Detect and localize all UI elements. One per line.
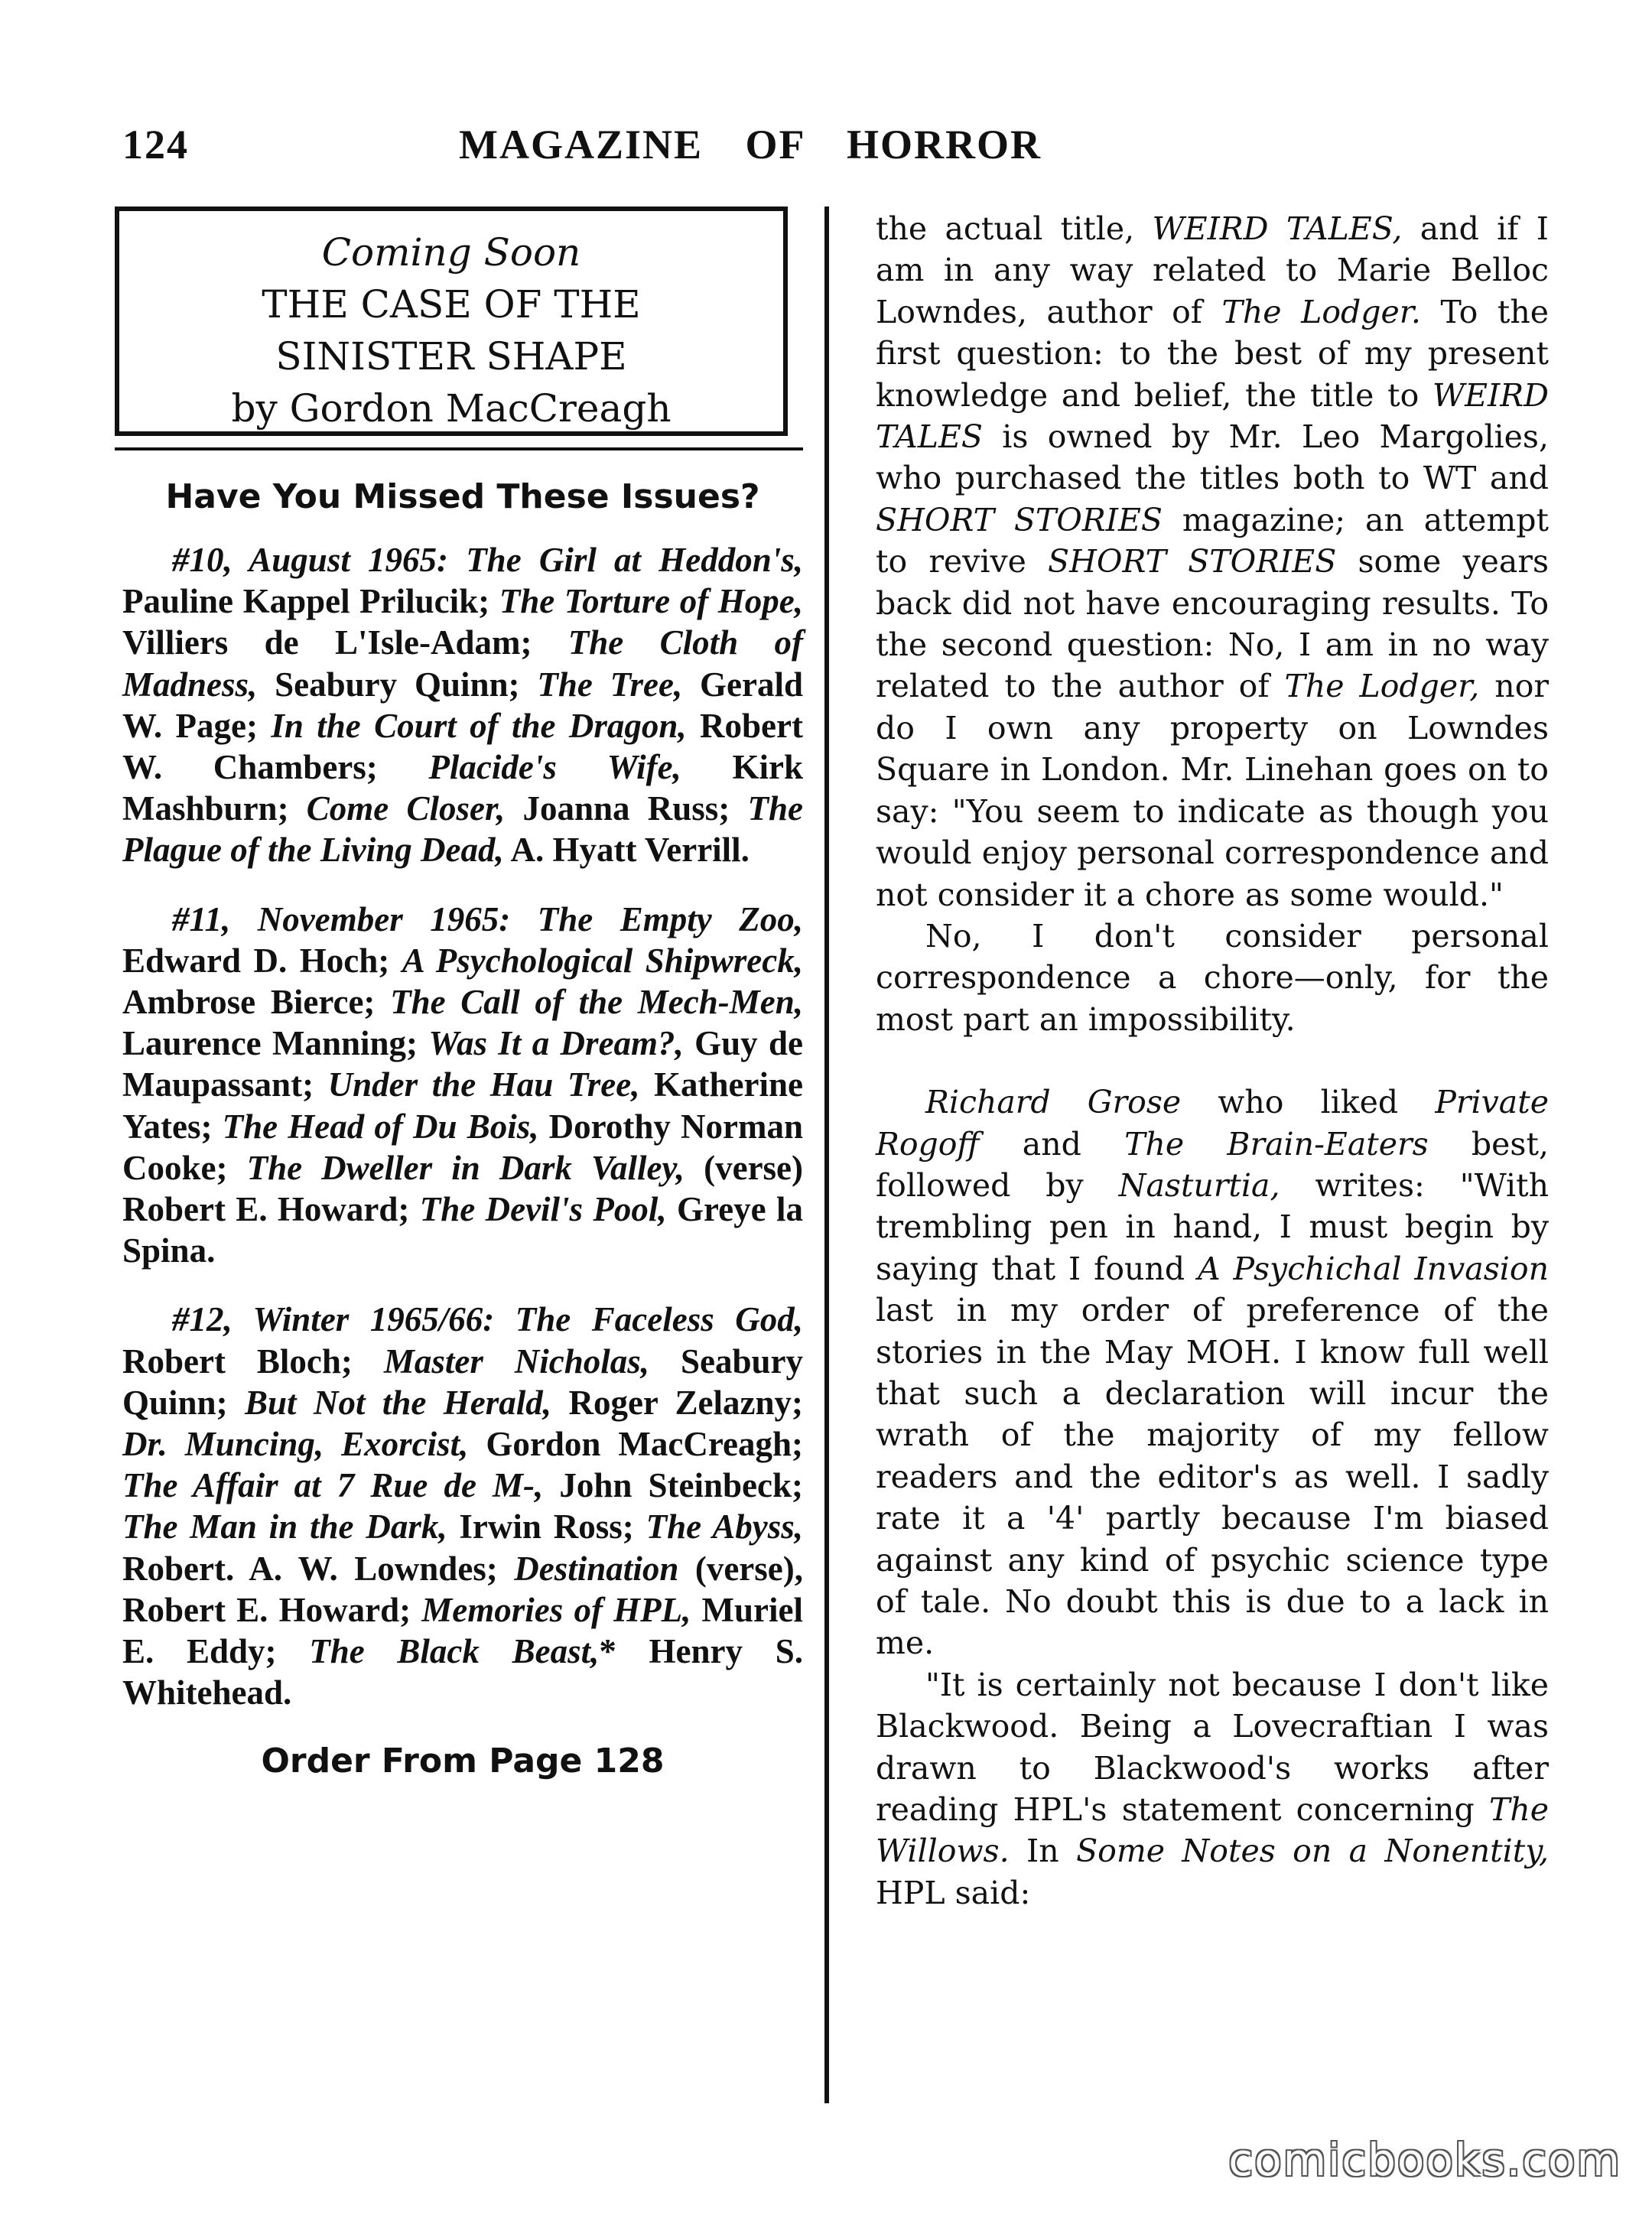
issues-heading: Have You Missed These Issues? <box>165 477 760 516</box>
letter-text: who liked <box>1181 1084 1436 1121</box>
letter-text: Nasturtia, <box>1118 1166 1280 1204</box>
issue-entry <box>122 899 803 1272</box>
issue-entry-text: The Cloth of Madness, <box>122 623 803 704</box>
letter-text: the actual title, <box>876 210 1153 247</box>
issue-entry-text: Robert W. Chambers; <box>122 706 803 787</box>
letter-text: and if I am in any way related to Marie Belloc Lowndes, author of <box>876 210 1549 330</box>
issue-entry-text: * Henry S. Whitehead. <box>122 1632 803 1712</box>
issue-entry-text: Muriel E. Eddy; <box>122 1590 803 1671</box>
issue-entry-text: In the Court of the Dragon, <box>271 706 687 745</box>
issue-entry-text: #11, November 1965: The Empty Zoo, <box>172 899 803 938</box>
letter-paragraph <box>876 1081 1549 1664</box>
issue-entry-text: Seabury Quinn; <box>122 1342 804 1422</box>
issue-entry-text: Irwin Ross; <box>447 1507 646 1546</box>
issue-entry-text: (verse), Robert E. Howard; <box>122 1549 803 1629</box>
letter-text: HPL said: <box>876 1874 1031 1911</box>
issue-entry-text: #10, August 1965: The Girl at Heddon's, <box>172 541 803 579</box>
letter-text: WEIRD TALES, <box>1152 210 1403 247</box>
issue-entry-text: The Dweller in Dark Valley, <box>246 1148 685 1187</box>
letter-text: To the first question: to the best of my present knowledge and belief, the title to <box>876 293 1550 414</box>
issue-entry-text: Laurence Manning; <box>122 1024 429 1063</box>
order-from-page-line: Order From Page 128 <box>261 1742 665 1781</box>
letter-text: Private Rogoff <box>876 1084 1549 1163</box>
promo-line-2: THE CASE OF THE <box>262 282 641 327</box>
issue-entry-text: Robert. A. W. Lowndes; <box>122 1549 515 1588</box>
issue-entry-text: Villiers de L'Isle-Adam; <box>122 623 568 662</box>
issue-entry-text: The Black Beast, <box>309 1632 600 1671</box>
issue-list <box>122 539 803 1713</box>
issue-entry-text: The Torture of Hope, <box>499 582 803 621</box>
issue-entry-text: The Devil's Pool, <box>419 1190 667 1229</box>
issue-entry-text: Placide's Wife, <box>428 748 681 787</box>
issue-entry-text: Guy de Maupassant; <box>122 1024 803 1104</box>
letter-text: The Lodger, <box>1284 668 1480 705</box>
letter-paragraph <box>876 208 1549 915</box>
issue-entry-text: Was It a Dream?, <box>428 1024 684 1063</box>
issue-entry-text: The Tree, <box>537 665 683 704</box>
issue-entry-text: Edward D. Hoch; <box>122 941 402 980</box>
watermark: comicbooks.com <box>1228 2134 1621 2186</box>
column-divider-rule <box>824 207 829 2103</box>
issue-entry-text: Greye la Spina. <box>122 1190 803 1270</box>
letter-text: Some Notes on a Nonentity, <box>1076 1833 1549 1870</box>
issue-entry-text: The Plague of the Living Dead, <box>122 789 803 870</box>
issue-entry-text: (verse) Robert E. Howard; <box>122 1148 804 1229</box>
running-header <box>0 113 1652 197</box>
issue-entry-text: Come Closer, <box>306 789 506 828</box>
letter-paragraph <box>876 915 1549 1040</box>
issue-entry-text: But Not the Herald, <box>245 1383 552 1422</box>
issue-entry-text: Kirk Mashburn; <box>122 748 803 828</box>
issue-entry-text: Gordon MacCreagh; <box>468 1425 803 1464</box>
issue-entry-text: Memories of HPL, <box>421 1590 691 1629</box>
letter-text: The Lodger. <box>1221 293 1421 330</box>
issue-entry <box>122 1299 803 1713</box>
issue-entry-text: Roger Zelazny; <box>551 1383 803 1422</box>
issue-entry-text: Ambrose Bierce; <box>122 983 391 1022</box>
letter-text: magazine; an attempt to revive <box>876 501 1549 581</box>
issue-entry-text: Joanna Russ; <box>505 789 748 828</box>
letter-text: best, followed by <box>876 1125 1549 1204</box>
issue-entry-text: A. Hyatt Verrill. <box>503 831 750 870</box>
issue-entry <box>122 539 803 871</box>
issue-entry-text: Seabury Quinn; <box>257 665 538 704</box>
issue-entry-text: The Head of Du Bois, <box>222 1107 539 1146</box>
letter-text: and <box>979 1125 1125 1163</box>
letter-text: No, I don't consider personal correspondence a chore—only, for the most part an impossibility. <box>876 917 1549 1038</box>
letter-text: The Willows. <box>876 1791 1549 1870</box>
letter-text: "It is certainly not because I don't like Blackwood. Being a Lovecraftian I was drawn to Blackwood's works after reading HPL's statement concerning <box>876 1666 1549 1829</box>
letter-text: In <box>1009 1833 1077 1870</box>
issue-entry-text: Katherine Yates; <box>122 1065 803 1146</box>
issue-entry-text: Under the Hau Tree, <box>327 1065 640 1104</box>
page-number: 124 <box>122 122 189 167</box>
letter-paragraph <box>876 1664 1549 1914</box>
issue-entry-text: The Abyss, <box>646 1507 803 1546</box>
issue-entry-text: John Steinbeck; <box>543 1466 803 1505</box>
box-underline-rule <box>115 447 803 450</box>
letters-column <box>876 208 1549 1914</box>
issue-entry-text: The Call of the Mech-Men, <box>390 983 803 1022</box>
promo-line-3: SINISTER SHAPE <box>275 334 627 379</box>
letter-text: SHORT STORIES <box>876 501 1163 538</box>
letter-text: is owned by Mr. Leo Margolies, who purchased the titles both to WT and <box>876 418 1549 497</box>
issue-entry-text: Master Nicholas, <box>383 1342 650 1381</box>
issue-entry-text: Robert Bloch; <box>122 1342 384 1381</box>
issue-entry-text: Destination <box>514 1549 679 1588</box>
letter-text: SHORT STORIES <box>1048 543 1337 581</box>
issue-entry-text: Gerald W. Page; <box>122 665 803 745</box>
issue-entry-text: Dr. Muncing, Exorcist, <box>122 1425 469 1464</box>
letter-text: The Brain-Eaters <box>1124 1125 1429 1163</box>
letter-text: nor do I own any property on Lowndes Square in London. Mr. Linehan goes on to say: "You seem to indicate as though you would enjoy personal correspondence and not consider it a chore as some would." <box>876 668 1549 913</box>
letter-text: Richard Grose <box>925 1084 1182 1121</box>
issue-entry-text: Dorothy Norman Cooke; <box>122 1107 803 1187</box>
promo-line-4: by Gordon MacCreagh <box>231 386 672 431</box>
issue-entry-text: The Affair at 7 Rue de M-, <box>122 1466 544 1505</box>
coming-soon-box <box>115 207 788 436</box>
promo-line-1: Coming Soon <box>321 230 581 275</box>
back-issues-column <box>122 470 803 1783</box>
letter-text: A Psychichal Invasion <box>1198 1250 1549 1287</box>
issue-entry-text: #12, Winter 1965/66: The Faceless God, <box>172 1300 803 1339</box>
letter-text: writes: "With trembling pen in hand, I must begin by saying that I found <box>876 1166 1549 1287</box>
letter-text: some years back did not have encouraging results. To the second question: No, I am in no way related to the author of <box>876 543 1549 705</box>
issue-entry-text: The Man in the Dark, <box>122 1507 447 1546</box>
issue-entry-text: Pauline Kappel Prilucik; <box>122 582 499 621</box>
issue-entry-text: A Psychological Shipwreck, <box>402 941 803 980</box>
letter-text: WEIRD TALES <box>876 376 1549 456</box>
letter-text: last in my order of preference of the stories in the May MOH. I know full well that such a declaration will incur the wrath of the majority of my fellow readers and the editor's as well. I sadly rate it a '4' partly because I'm biased against any kind of psychic science type of tale. No doubt this is due to a lack in me. <box>876 1292 1549 1662</box>
magazine-title: MAGAZINE OF HORROR <box>459 122 1042 167</box>
